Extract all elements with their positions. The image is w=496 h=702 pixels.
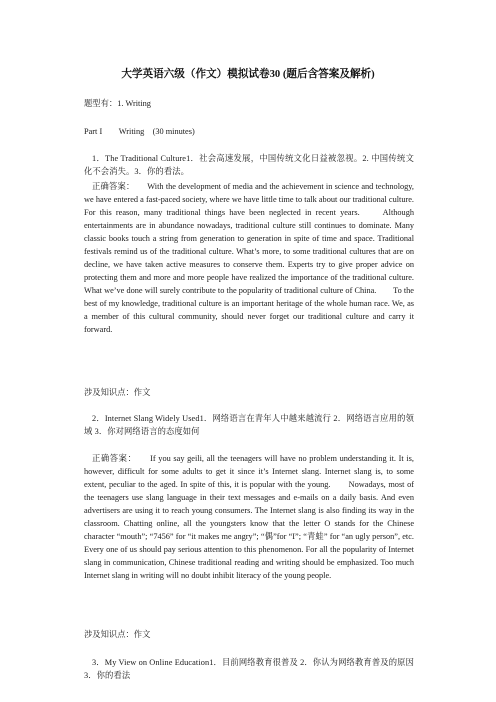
question-2-prompt: 2．Internet Slang Widely Used1．网络语言在青年人中越来越流行 2．网络语言应用的领域 3．你对网络语言的态度如何 <box>84 414 414 436</box>
question-2-knowledge: 涉及知识点：作文 <box>84 630 151 639</box>
question-1-prompt: 1．The Traditional Culture1．社会高速发展，中国传统文化日益被忽视。2. 中国传统文化不会消失。3．你的看法。 <box>84 154 414 176</box>
question-1-answer: 正确答案： With the development of media and the achievement in science and technology, we have entered a fast-paced society, where we have little time to talk about our traditional culture. For this reason, many traditional things have been neglected in recent years. Although entertainments are in abundance nowadays, traditional culture still continues to dominate. Many classic books touch a string from generation to generation in spite of time and space. Traditional festivals remind us of the traditional culture. What’s more, to some traditional cultures that are on decline, we have taken active measures to conserve them. Experts try to give proper advice on protecting them and more and more people have realized the importance of the traditional culture. What we’ve done will surely contribute to the popularity of traditional culture of China. To the best of my knowledge, traditional culture is an important heritage of the whole human race. We, as a member of this cultural community, should never forget our traditional culture and carry it forward. <box>84 182 414 334</box>
part-header: Part I Writing (30 minutes) <box>84 127 195 136</box>
question-type: 题型有：1. Writing <box>84 99 151 108</box>
question-2-answer: 正确答案： If you say geili, all the teenagers will have no problem understanding it. It is, however, difficult for some adults to get it since it’s Internet slang. Internet slang is, to some extent, peculiar to the aged. In spite of this, it is popular with the young. Nowadays, most of the teenagers use slang language in their text messages and e-mails on a daily basis. And even advertisers are using it to reach young consumers. The Internet slang is also finding its way in the classroom. Chatting online, all the youngsters know that the letter O stands for the Chinese character “mouth”; “7456” for “it makes me angry”; “偶”for “I”; “青蛙” for “an ugly person”, etc. Every one of us should pay serious attention to this phenomenon. For all the popularity of Internet slang in communication, Chinese traditional reading and writing should be emphasized. Too much Internet slang in writing will no doubt inhibit literacy of the young people. <box>84 454 431 580</box>
page-title: 大学英语六级（作文）模拟试卷30 (题后含答案及解析) <box>121 69 375 80</box>
question-3-prompt: 3．My View on Online Education1．目前网络教育很普及 2．你认为网络教育普及的原因 3．你的看法 <box>84 658 414 680</box>
question-1-knowledge: 涉及知识点：作文 <box>84 388 151 397</box>
